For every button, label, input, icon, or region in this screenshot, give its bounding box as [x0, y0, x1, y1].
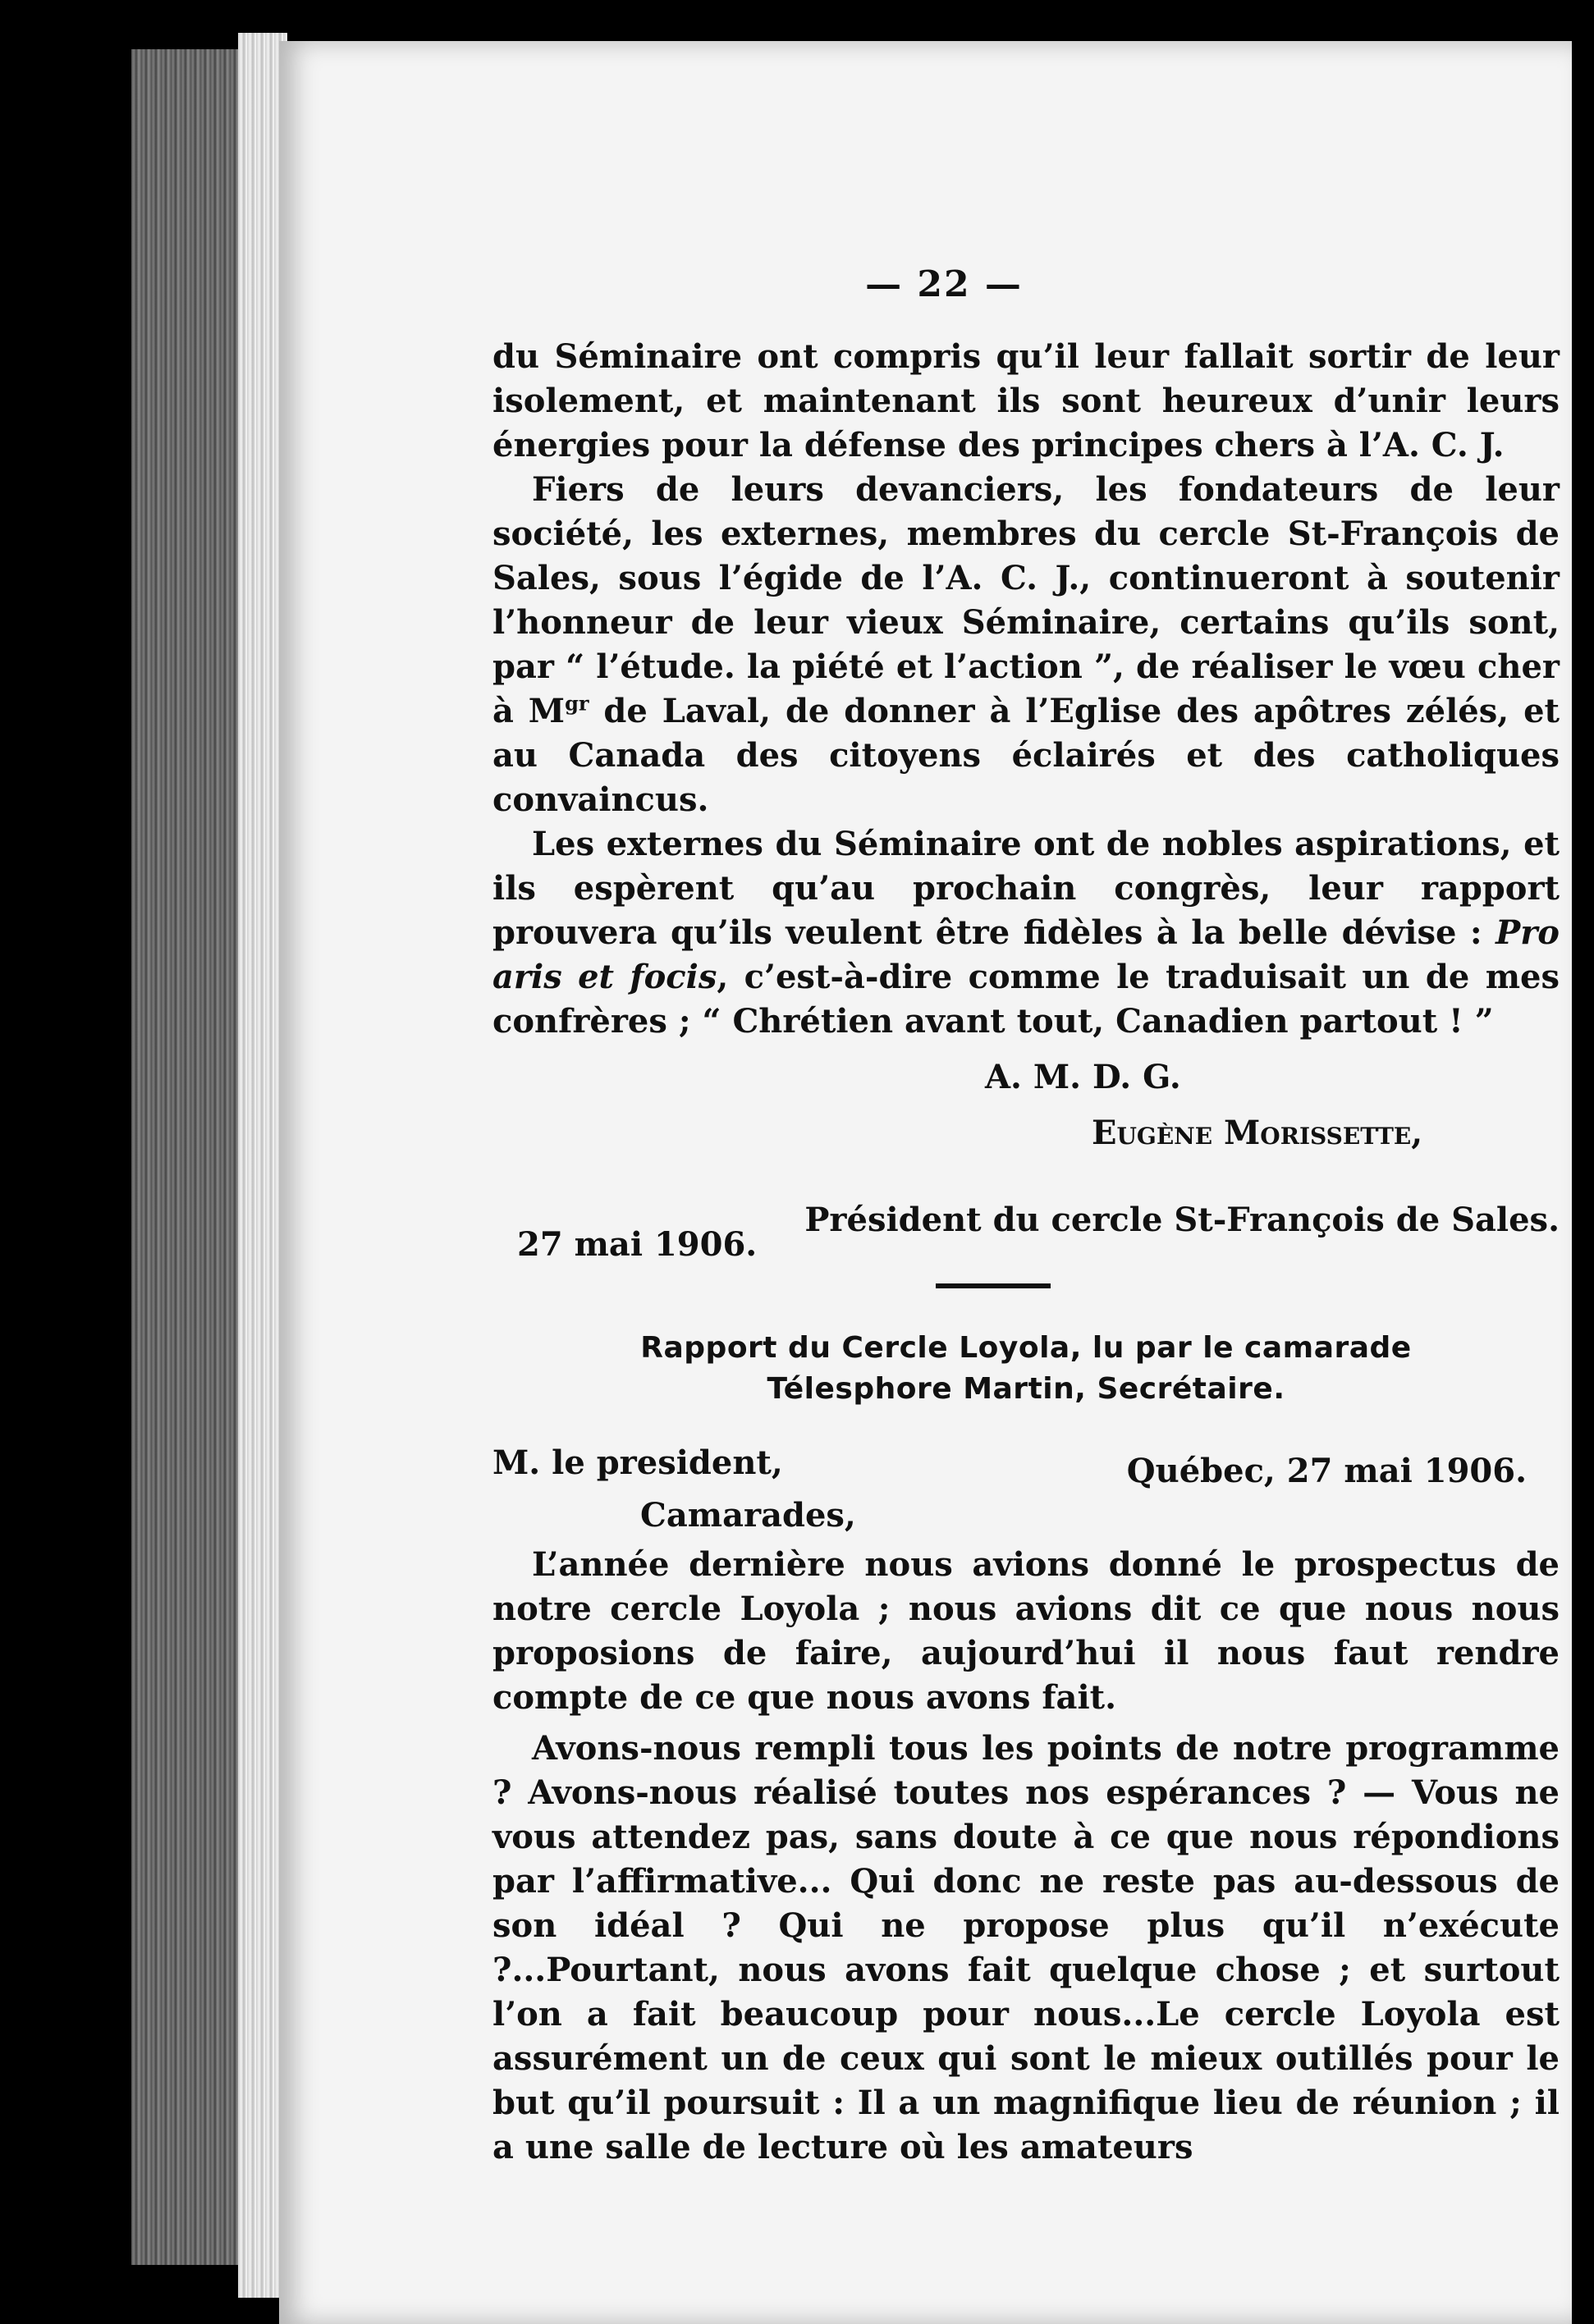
section-divider	[936, 1283, 1051, 1288]
paragraph-fiers	[492, 468, 1560, 822]
scanned-page	[279, 41, 1572, 2324]
salutation-row	[492, 1441, 1560, 1490]
place-date: Québec, 27 mai 1906.	[1126, 1452, 1527, 1490]
latin-motto: Pro aris et focis	[492, 913, 1560, 996]
salutation: M. le president,	[492, 1443, 783, 1482]
report-heading-line2: Télesphore Martin, Secrétaire.	[767, 1372, 1285, 1406]
signature-date: 27 mai 1906.	[517, 1225, 758, 1264]
paragraph-continuation: du Séminaire ont compris qu’il leur fallait sortir de leur isolement, et maintenant ils sont heureux d’unir leurs énergies pour la défense des principes chers à l’A. C. J.	[492, 337, 1560, 464]
paragraph-fiers-text: Fiers de leurs devanciers, les fondateurs de leur société, les externes, membres du cercle St-François de Sales, sous l’égide de l’A. C. J., continueront à soutenir l’honneur de leur vieux Séminaire, certains qu’ils sont, par “ l’étude. la piété et l’action ”, de réaliser le vœu cher à M	[492, 470, 1560, 730]
signature-name: Eugène Morissette,	[1092, 1114, 1423, 1152]
signature-row	[492, 1165, 1560, 1264]
mgr-superscript: gr	[565, 691, 589, 716]
motto-amdg: A. M. D. G.	[985, 1058, 1181, 1096]
paragraph-externes-text: Les externes du Séminaire ont de nobles aspirations, et ils espèrent qu’au prochain congrès, leur rapport prouvera qu’ils veulent être fidèles à la belle dévise :	[492, 825, 1560, 952]
signature-title: Président du cercle St-François de Sales.	[804, 1201, 1560, 1239]
paragraph-avons-nous: Avons-nous rempli tous les points de notre programme ? Avons-nous réalisé toutes nos espérances ? — Vous ne vous attendez pas, sans doute à ce que nous répondions par l’affirmative... Qui donc ne reste pas au-dessous de son idéal ? Qui ne propose plus qu’il n’exécute ?...Pourtant, nous avons fait quelque chose ; et surtout l’on a fait beaucoup pour nous...Le cercle Loyola est assurément un de ceux qui sont le mieux outillés pour le but qu’il poursuit : Il a un magnifique lieu de réunion ; il a une salle de lecture où les amateurs	[492, 1729, 1560, 2166]
page-content	[492, 263, 1560, 2170]
camarades: Camarades,	[640, 1496, 856, 1535]
page-number: — 22 —	[865, 263, 1023, 305]
report-heading-line1: Rapport du Cercle Loyola, lu par le camarade	[640, 1331, 1412, 1365]
paragraph-fiers-text-end: de Laval, de donner à l’Eglise des apôtres zélés, et au Canada des citoyens éclairés et des catholiques convaincus.	[492, 692, 1560, 819]
paragraph-annee: L’année dernière nous avions donné le prospectus de notre cercle Loyola ; nous avions dit ce que nous nous proposions de faire, aujourd’hui il nous faut rendre compte de ce que nous avons fait.	[492, 1545, 1560, 1717]
paragraph-externes	[492, 822, 1560, 1044]
paragraph-externes-text-end: , c’est-à-dire comme le traduisait un de mes confrères ; “ Chrétien avant tout, Canadien partout ! ”	[492, 958, 1560, 1041]
